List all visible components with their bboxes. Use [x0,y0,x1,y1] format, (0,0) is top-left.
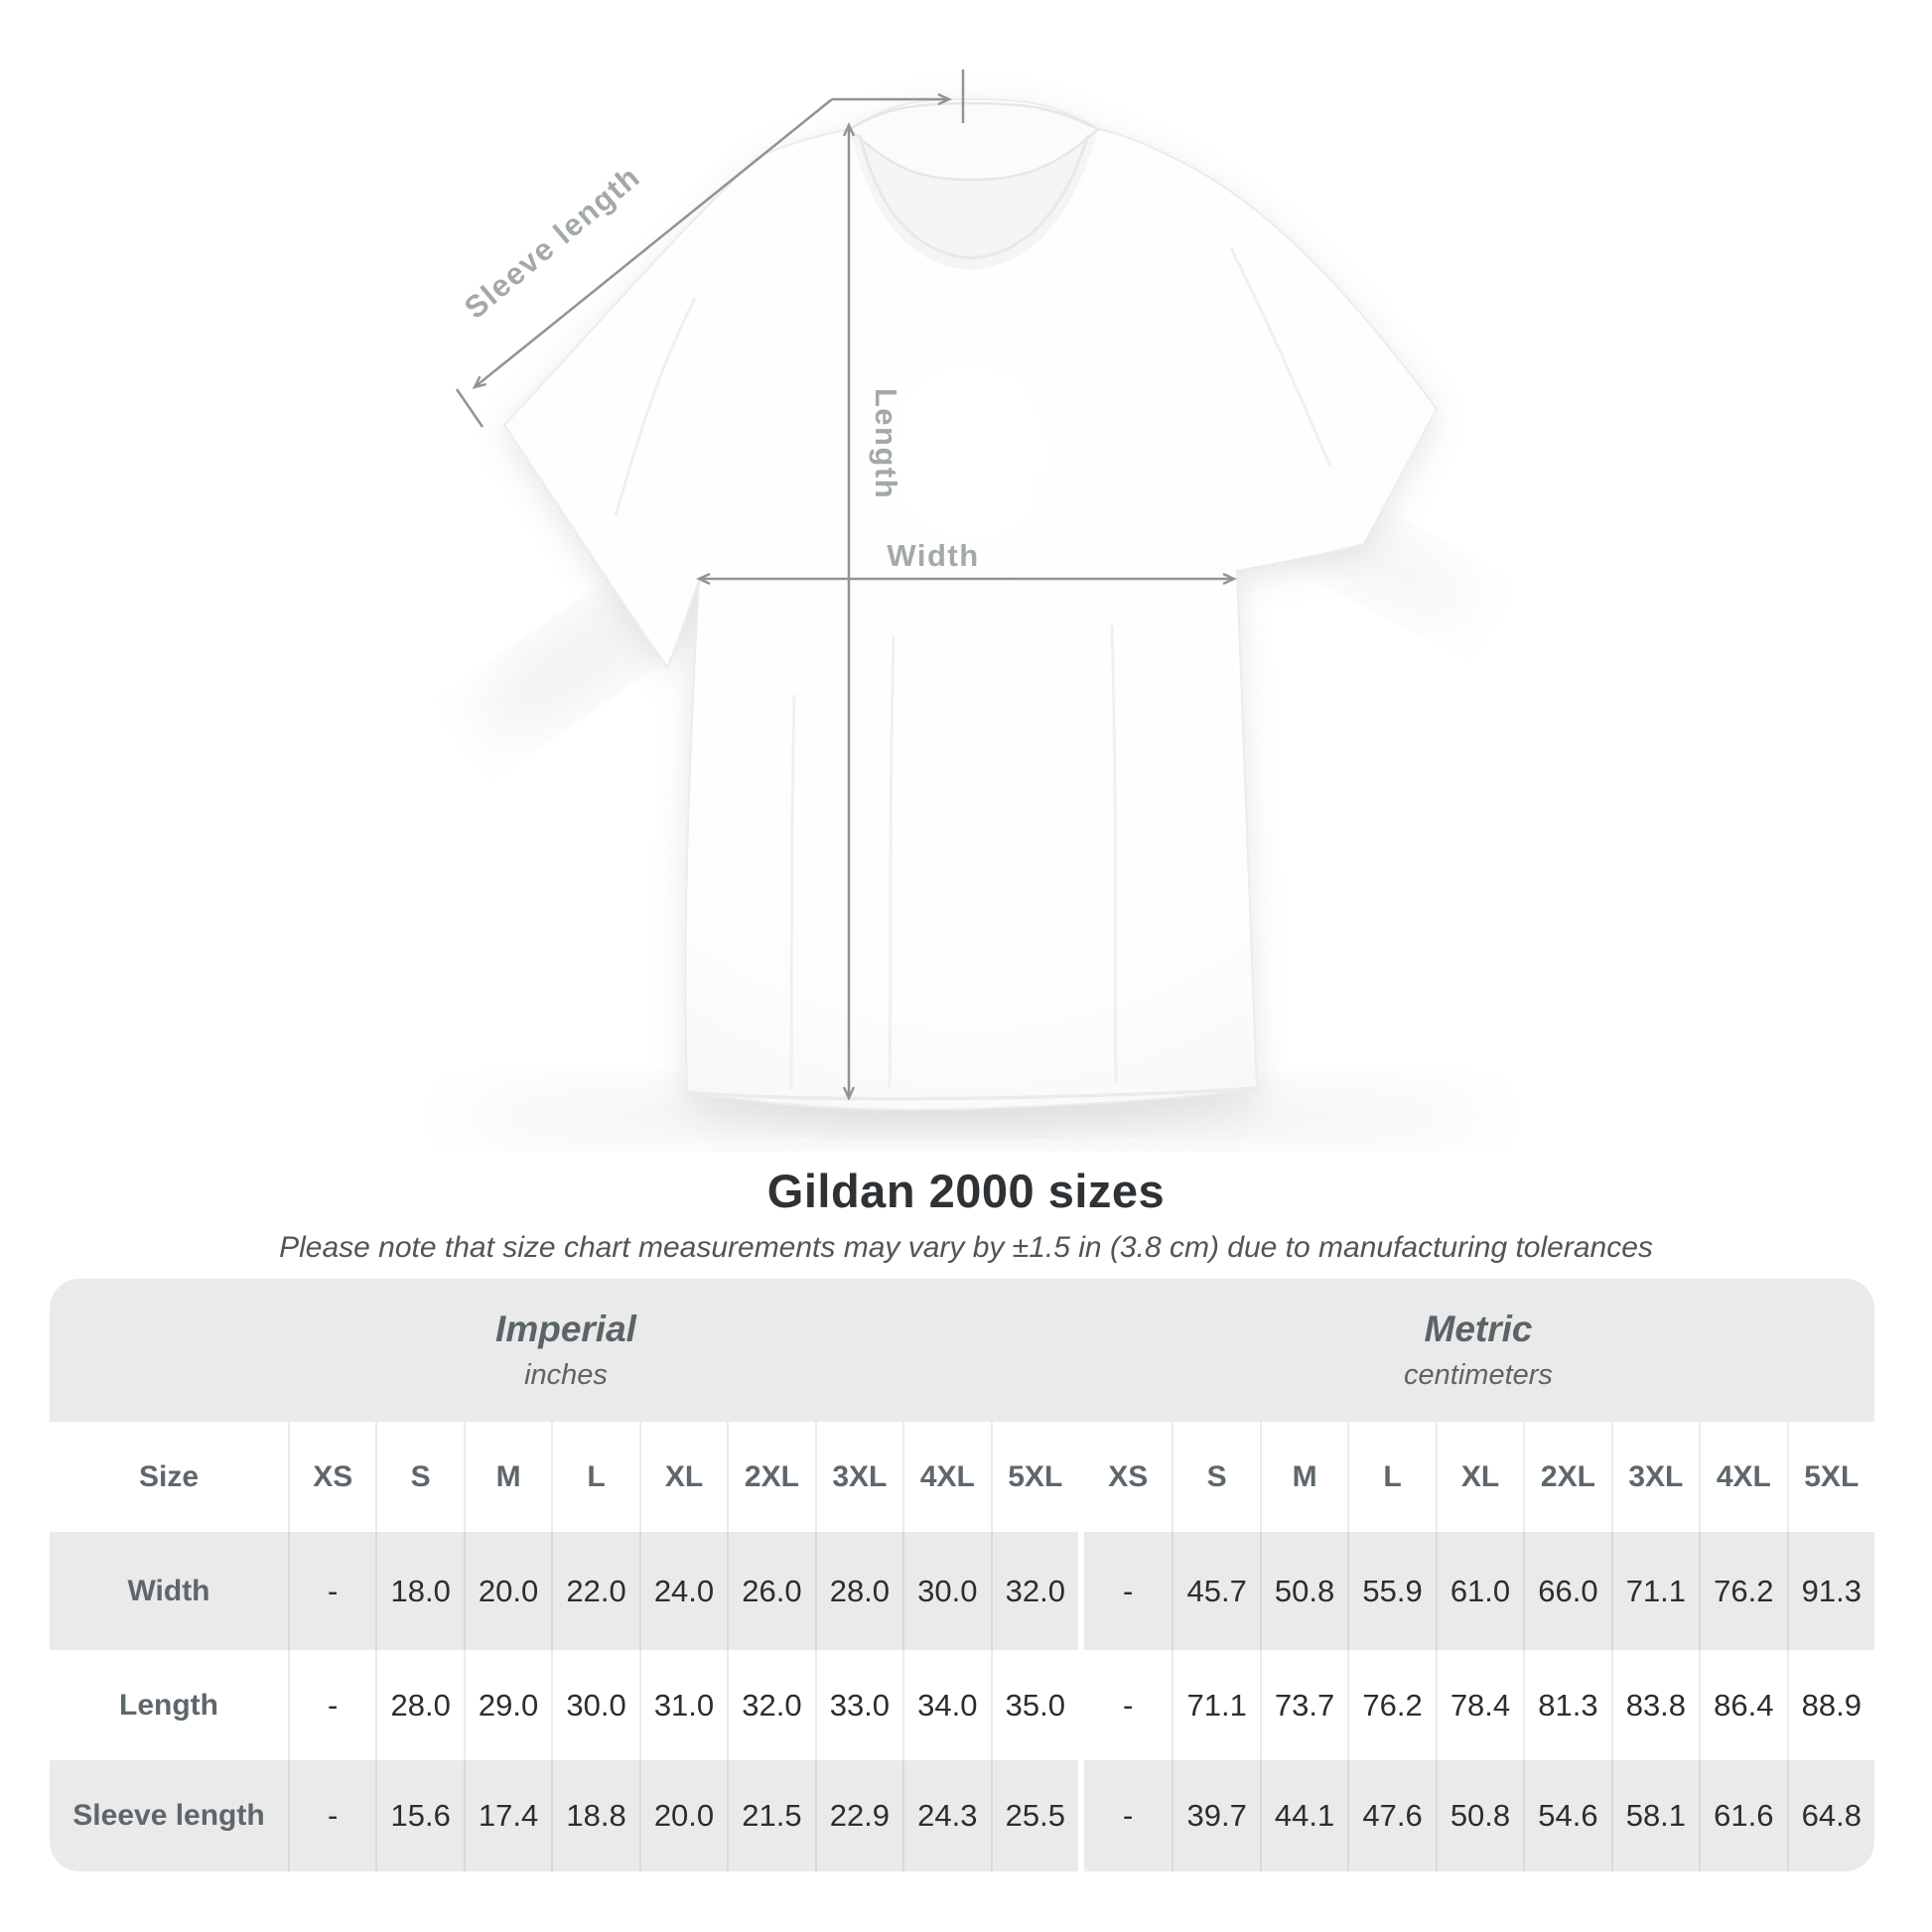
value-metric: 66.0 [1523,1532,1610,1650]
size-header-imperial-m: M [464,1422,551,1532]
size-table [50,1279,1874,1871]
row-label: Length [119,1688,218,1722]
value-metric: - [1123,1687,1134,1723]
value-metric: 76.2 [1347,1650,1435,1760]
value-imperial: 28.0 [375,1650,463,1760]
value-metric: 50.8 [1260,1532,1347,1650]
value-imperial: 25.5 [991,1760,1078,1871]
value-imperial: 21.5 [727,1760,814,1871]
value-metric: 86.4 [1699,1650,1786,1760]
table-row-length [50,1650,1874,1760]
value-metric: 73.7 [1260,1650,1347,1760]
size-header-metric-xs: XS [1108,1459,1149,1493]
value-imperial: 29.0 [464,1650,551,1760]
value-metric: 71.1 [1611,1532,1699,1650]
value-imperial: - [288,1650,375,1760]
value-metric: 54.6 [1523,1760,1610,1871]
value-imperial: 28.0 [815,1532,902,1650]
size-grid [50,1422,1874,1871]
value-imperial: 35.0 [991,1650,1078,1760]
row-label: Sleeve length [72,1799,265,1832]
value-metric: 58.1 [1611,1760,1699,1871]
unit-group-imperial [50,1279,1082,1422]
size-header-metric-s: S [1172,1422,1259,1532]
size-header-imperial-s: S [375,1422,463,1532]
table-row-width [50,1532,1874,1650]
value-metric: 44.1 [1260,1760,1347,1871]
sleeve-length-label: Sleeve length [457,159,647,326]
value-metric: 39.7 [1172,1760,1259,1871]
value-imperial: 20.0 [464,1532,551,1650]
size-column-header: Size [138,1459,200,1493]
value-imperial: - [288,1532,375,1650]
length-label: Length [869,387,903,500]
value-metric: - [1123,1573,1134,1608]
value-metric: 83.8 [1611,1650,1699,1760]
value-imperial: 33.0 [815,1650,902,1760]
value-metric: 91.3 [1787,1532,1874,1650]
metric-label: Metric [1424,1309,1533,1349]
imperial-label: Imperial [495,1309,636,1349]
value-imperial: 18.8 [551,1760,638,1871]
value-imperial: 26.0 [727,1532,814,1650]
value-imperial: 17.4 [464,1760,551,1871]
value-imperial: 22.0 [551,1532,638,1650]
value-metric: 64.8 [1787,1760,1874,1871]
size-header-metric-3xl: 3XL [1611,1422,1699,1532]
table-row-sleeve-length [50,1760,1874,1871]
unit-band [50,1279,1874,1422]
table-header-row [50,1422,1874,1532]
size-header-metric-4xl: 4XL [1699,1422,1786,1532]
width-label: Width [887,538,980,573]
size-header-imperial-4xl: 4XL [902,1422,990,1532]
size-header-metric-2xl: 2XL [1523,1422,1610,1532]
value-imperial: 24.3 [902,1760,990,1871]
value-imperial: 32.0 [727,1650,814,1760]
value-imperial: 30.0 [551,1650,638,1760]
value-imperial: 30.0 [902,1532,990,1650]
size-header-metric-m: M [1260,1422,1347,1532]
size-header-imperial-5xl: 5XL [991,1422,1078,1532]
value-metric: 88.9 [1787,1650,1874,1760]
size-header-imperial-2xl: 2XL [727,1422,814,1532]
metric-sublabel: centimeters [1404,1359,1553,1391]
value-imperial: 31.0 [639,1650,727,1760]
value-metric: 76.2 [1699,1532,1786,1650]
tolerance-note: Please note that size chart measurements may vary by ±1.5 in (3.8 cm) due to manufacturing tolerances [279,1231,1653,1264]
value-metric: 50.8 [1436,1760,1523,1871]
value-imperial: 32.0 [991,1532,1078,1650]
size-header-imperial-l: L [551,1422,638,1532]
size-header-imperial-3xl: 3XL [815,1422,902,1532]
value-imperial: - [288,1760,375,1871]
value-imperial: 22.9 [815,1760,902,1871]
size-header-metric-xl: XL [1436,1422,1523,1532]
unit-group-metric [1082,1279,1874,1422]
value-imperial: 24.0 [639,1532,727,1650]
size-header-imperial-xs: XS [288,1422,375,1532]
value-imperial: 15.6 [375,1760,463,1871]
size-header-metric-5xl: 5XL [1787,1422,1874,1532]
imperial-sublabel: inches [524,1359,608,1391]
value-metric: 71.1 [1172,1650,1259,1760]
value-metric: 47.6 [1347,1760,1435,1871]
row-label: Width [127,1574,210,1607]
value-metric: 61.6 [1699,1760,1786,1871]
value-imperial: 18.0 [375,1532,463,1650]
value-metric: - [1123,1798,1134,1833]
value-imperial: 34.0 [902,1650,990,1760]
value-metric: 78.4 [1436,1650,1523,1760]
page-title: Gildan 2000 sizes [766,1165,1166,1217]
value-metric: 45.7 [1172,1532,1259,1650]
value-metric: 81.3 [1523,1650,1610,1760]
size-header-imperial-xl: XL [639,1422,727,1532]
value-metric: 55.9 [1347,1532,1435,1650]
size-header-metric-l: L [1347,1422,1435,1532]
value-imperial: 20.0 [639,1760,727,1871]
sleeve-length-witness-tick [457,389,483,427]
value-metric: 61.0 [1436,1532,1523,1650]
